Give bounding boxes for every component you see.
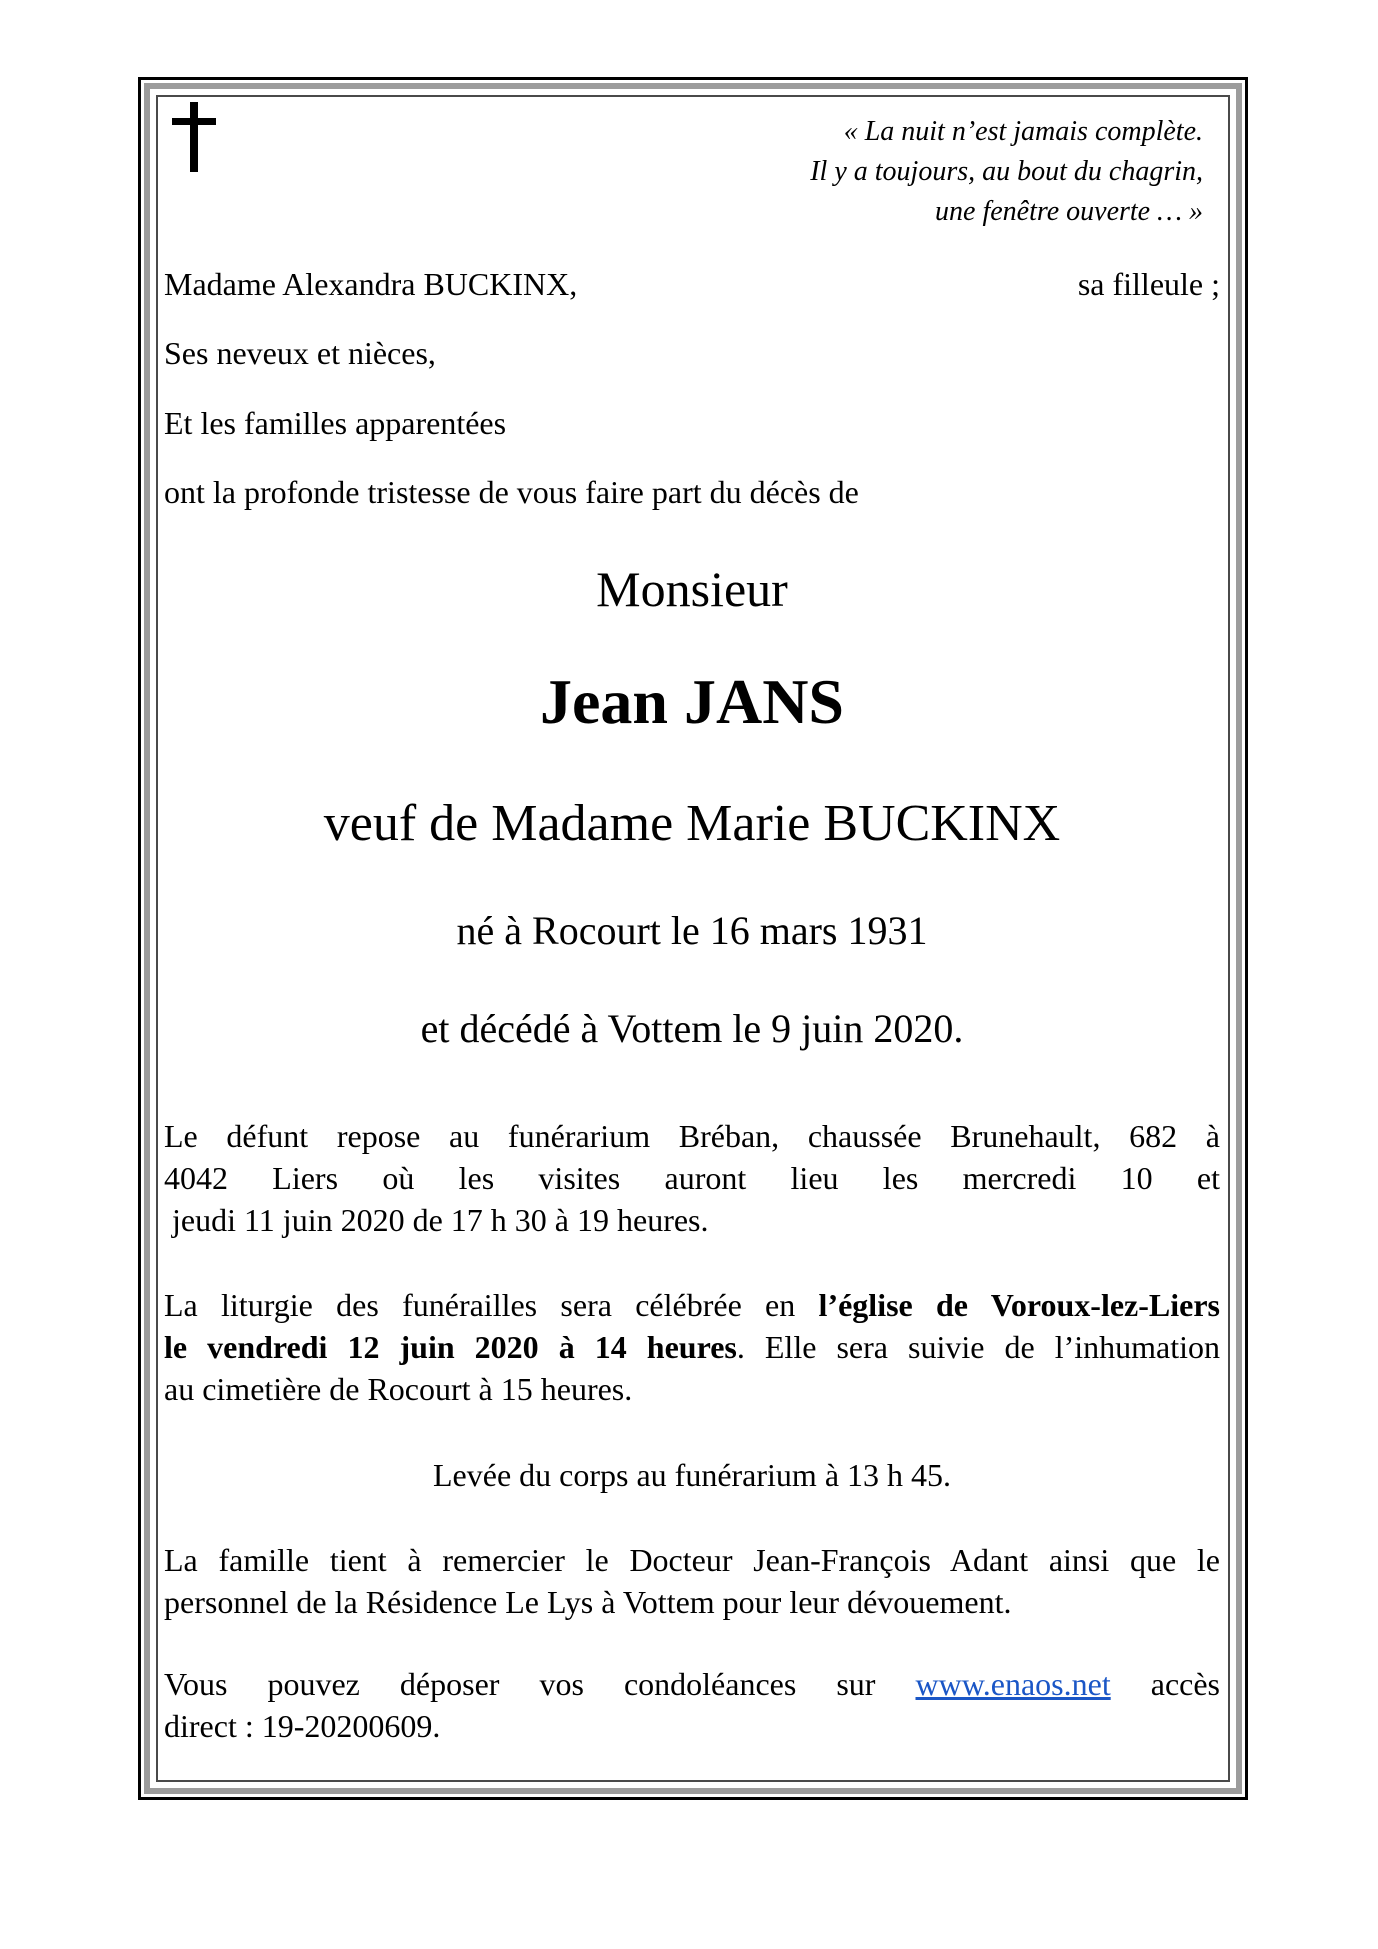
quote-line: « La nuit n’est jamais complète. bbox=[843, 116, 1203, 147]
epigraph-quote bbox=[810, 112, 1203, 232]
liturgy-text: . Elle sera suivie de l’inhumation bbox=[736, 1329, 1220, 1365]
liturgy-line-2 bbox=[164, 1326, 1220, 1368]
condolences-paragraph bbox=[164, 1663, 1220, 1747]
condolences-text: Vous pouvez déposer vos condoléances sur bbox=[164, 1666, 916, 1702]
visit-line: jeudi 11 juin 2020 de 17 h 30 à 19 heures. bbox=[164, 1202, 709, 1238]
condolences-line-1 bbox=[164, 1663, 1220, 1705]
thanks-line: personnel de la Résidence Le Lys à Vottem pour leur dévouement. bbox=[164, 1584, 1012, 1620]
funeral-datetime: le vendredi 12 juin 2020 à 14 heures bbox=[164, 1329, 737, 1365]
godchild-name: Madame Alexandra BUCKINX, bbox=[164, 266, 578, 302]
condolences-line-2: direct : 19-20200609. bbox=[164, 1708, 441, 1744]
liturgy-paragraph bbox=[164, 1284, 1220, 1410]
widower-of: veuf de Madame Marie BUCKINX bbox=[323, 795, 1061, 852]
families-line: Et les familles apparentées bbox=[164, 405, 507, 441]
godchild-relation: sa filleule ; bbox=[1077, 266, 1220, 302]
enaos-link[interactable]: www.enaos.net bbox=[915, 1666, 1111, 1702]
thanks-paragraph bbox=[164, 1539, 1220, 1623]
announcement-line: ont la profonde tristesse de vous faire part du décès de bbox=[164, 474, 859, 510]
quote-line: Il y a toujours, au bout du chagrin, bbox=[810, 156, 1203, 187]
condolences-text: accès bbox=[1110, 1666, 1221, 1702]
visit-line: Le défunt repose au funérarium Bréban, chaussée Brunehault, 682 à bbox=[164, 1118, 1220, 1154]
deceased-name: Jean JANS bbox=[539, 666, 845, 737]
death-line: et décédé à Vottem le 9 juin 2020. bbox=[420, 1006, 964, 1051]
nephews-line: Ses neveux et nièces, bbox=[164, 335, 436, 371]
birth-line: né à Rocourt le 16 mars 1931 bbox=[456, 908, 928, 953]
levee-line: Levée du corps au funérarium à 13 h 45. bbox=[432, 1457, 952, 1493]
liturgy-line-1 bbox=[164, 1284, 1220, 1326]
church-name: l’église de Voroux-lez-Liers bbox=[818, 1287, 1221, 1323]
liturgy-text: La liturgie des funérailles sera célébrée en bbox=[164, 1287, 819, 1323]
quote-line: une fenêtre ouverte … » bbox=[935, 196, 1203, 227]
thanks-line: La famille tient à remercier le Docteur Jean-François Adant ainsi que le bbox=[164, 1542, 1220, 1578]
visit-line: 4042 Liers où les visites auront lieu les mercredi 10 et bbox=[164, 1160, 1220, 1196]
deceased-title: Monsieur bbox=[596, 561, 788, 617]
visit-paragraph bbox=[164, 1115, 1220, 1241]
liturgy-line-3: au cimetière de Rocourt à 15 heures. bbox=[164, 1371, 633, 1407]
cross-icon bbox=[170, 102, 218, 172]
